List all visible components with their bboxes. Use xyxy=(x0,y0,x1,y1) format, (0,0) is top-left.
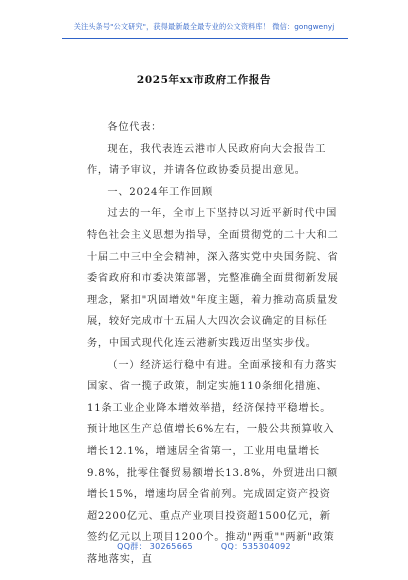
section-heading: 一、2024年工作回顾 xyxy=(107,186,213,198)
document-title: 2025年xx市政府工作报告 xyxy=(136,74,272,86)
intro-paragraph: 现在，我代表连云港市人民政府向大会报告工作，请予审议，并请各位政协委员提出意见。 xyxy=(87,143,327,177)
header-note: 关注头条号"公文研究"，获得最新最全最专业的公文资料库！ 微信：gongwenyj xyxy=(73,22,335,31)
economy-paragraph: （一）经济运行稳中有进。全面承接和有力落实国家、省一揽子政策，制定实施110条细化措施、11条工业企业降本增效举措，经济保持平稳增长。预计地区生产总值增长6%左右，一般公共预算收入增长12.1%，增速居全省第一，工业用电量增长9.8%，批零住餐贸易额增长13.8%，外贸进出口额增长15%，增速均居全省前列。完成固定资产投资超2200亿元、重点产业项目投资超1500亿元，新签约亿元以上项目1200个。推动"两重""两新"政策落地落实，直 xyxy=(87,359,338,565)
document-body xyxy=(87,117,339,570)
footer-contact xyxy=(0,541,408,552)
footer-qq-group: QQ群： 30265665 xyxy=(117,542,193,551)
footer-qq: QQ：535304092 xyxy=(220,542,291,551)
review-paragraph: 过去的一年，全市上下坚持以习近平新时代中国特色社会主义思想为指导，全面贯彻党的二十大和二十届二中三中全会精神，深入落实党中央国务院、省委省政府和市委决策部署，完整准确全面贯彻新发展理念，紧扣"巩固增效"年度主题，着力推动高质量发展，较好完成市十五届人大四次会议确定的目标任务，中国式现代化连云港新实践迈出坚实步伐。 xyxy=(87,208,339,349)
header-divider xyxy=(62,38,348,39)
salutation: 各位代表： xyxy=(107,122,163,133)
